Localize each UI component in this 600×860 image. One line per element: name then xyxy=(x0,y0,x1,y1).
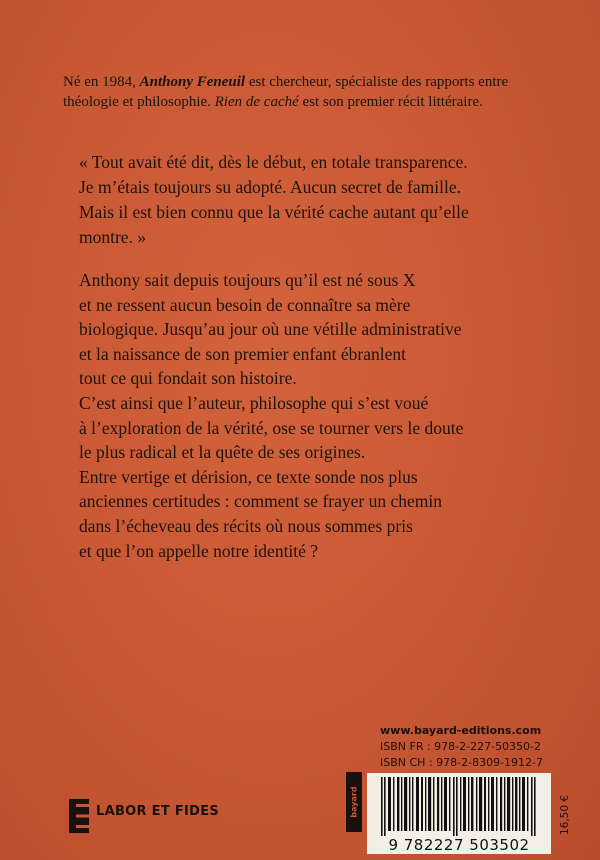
body-line: C’est ainsi que l’auteur, philosophe qui s’est voué xyxy=(79,392,429,413)
body-line: à l’exploration de la vérité, ose se tourner vers le doute xyxy=(79,417,464,438)
body-line: Anthony sait depuis toujours qu’il est né sous X xyxy=(79,270,416,290)
body-line: anciennes certitudes : comment se frayer un chemin xyxy=(79,491,442,512)
publisher-website: www.bayard-editions.com xyxy=(380,724,542,737)
bio-book-title: Rien de caché xyxy=(214,94,299,110)
body-line: et la naissance de son premier enfant ébranlent xyxy=(79,343,407,364)
quote-line: « Tout avait été dit, dès le début, en totale transparence. xyxy=(79,152,468,172)
barcode xyxy=(367,773,551,843)
publisher-name: LABOR ET FIDES xyxy=(96,804,220,819)
isbn-fr: ISBN FR : 978-2-227-50350-2 xyxy=(380,740,542,753)
body-line: et ne ressent aucun besoin de connaître sa mère xyxy=(79,294,411,315)
body-line: le plus radical et la quête de ses origines. xyxy=(79,442,366,463)
isbn-ch: ISBN CH : 978-2-8309-1912-7 xyxy=(380,756,544,769)
quote-line: montre. » xyxy=(79,227,147,247)
blurb-body xyxy=(79,268,549,563)
barcode-bars-icon xyxy=(367,773,551,837)
body-line: tout ce qui fondait son histoire. xyxy=(79,368,297,389)
body-line: dans l’écheveau des récits où nous sommes pris xyxy=(79,515,413,536)
bio-prefix: Né en 1984, xyxy=(63,74,140,90)
price-text: 16,50 € xyxy=(559,794,571,836)
quote-line: Mais il est bien connu que la vérité cache autant qu’elle xyxy=(79,202,469,222)
blurb-quote xyxy=(79,150,549,250)
bio-suffix: est son premier récit littéraire. xyxy=(298,94,483,110)
bayard-logo-text: bayard xyxy=(349,786,359,818)
body-line: et que l’on appelle notre identité ? xyxy=(79,540,319,561)
bio-author-name: Anthony Feneuil xyxy=(139,74,246,90)
quote-line: Je m’étais toujours su adopté. Aucun secret de famille. xyxy=(79,177,461,197)
price-label xyxy=(553,794,577,836)
barcode-digits: 9 782227 503502 xyxy=(367,836,551,854)
bayard-logo xyxy=(346,772,362,832)
author-bio xyxy=(63,72,543,112)
body-line: biologique. Jusqu’au jour où une vétille administrative xyxy=(79,319,462,340)
body-line: Entre vertige et dérision, ce texte sonde nos plus xyxy=(79,466,418,487)
bio-mid: est chercheur, spécialiste des rapports entre théologie et philosophie. xyxy=(63,74,509,110)
labor-et-fides-logo-icon xyxy=(69,799,89,833)
